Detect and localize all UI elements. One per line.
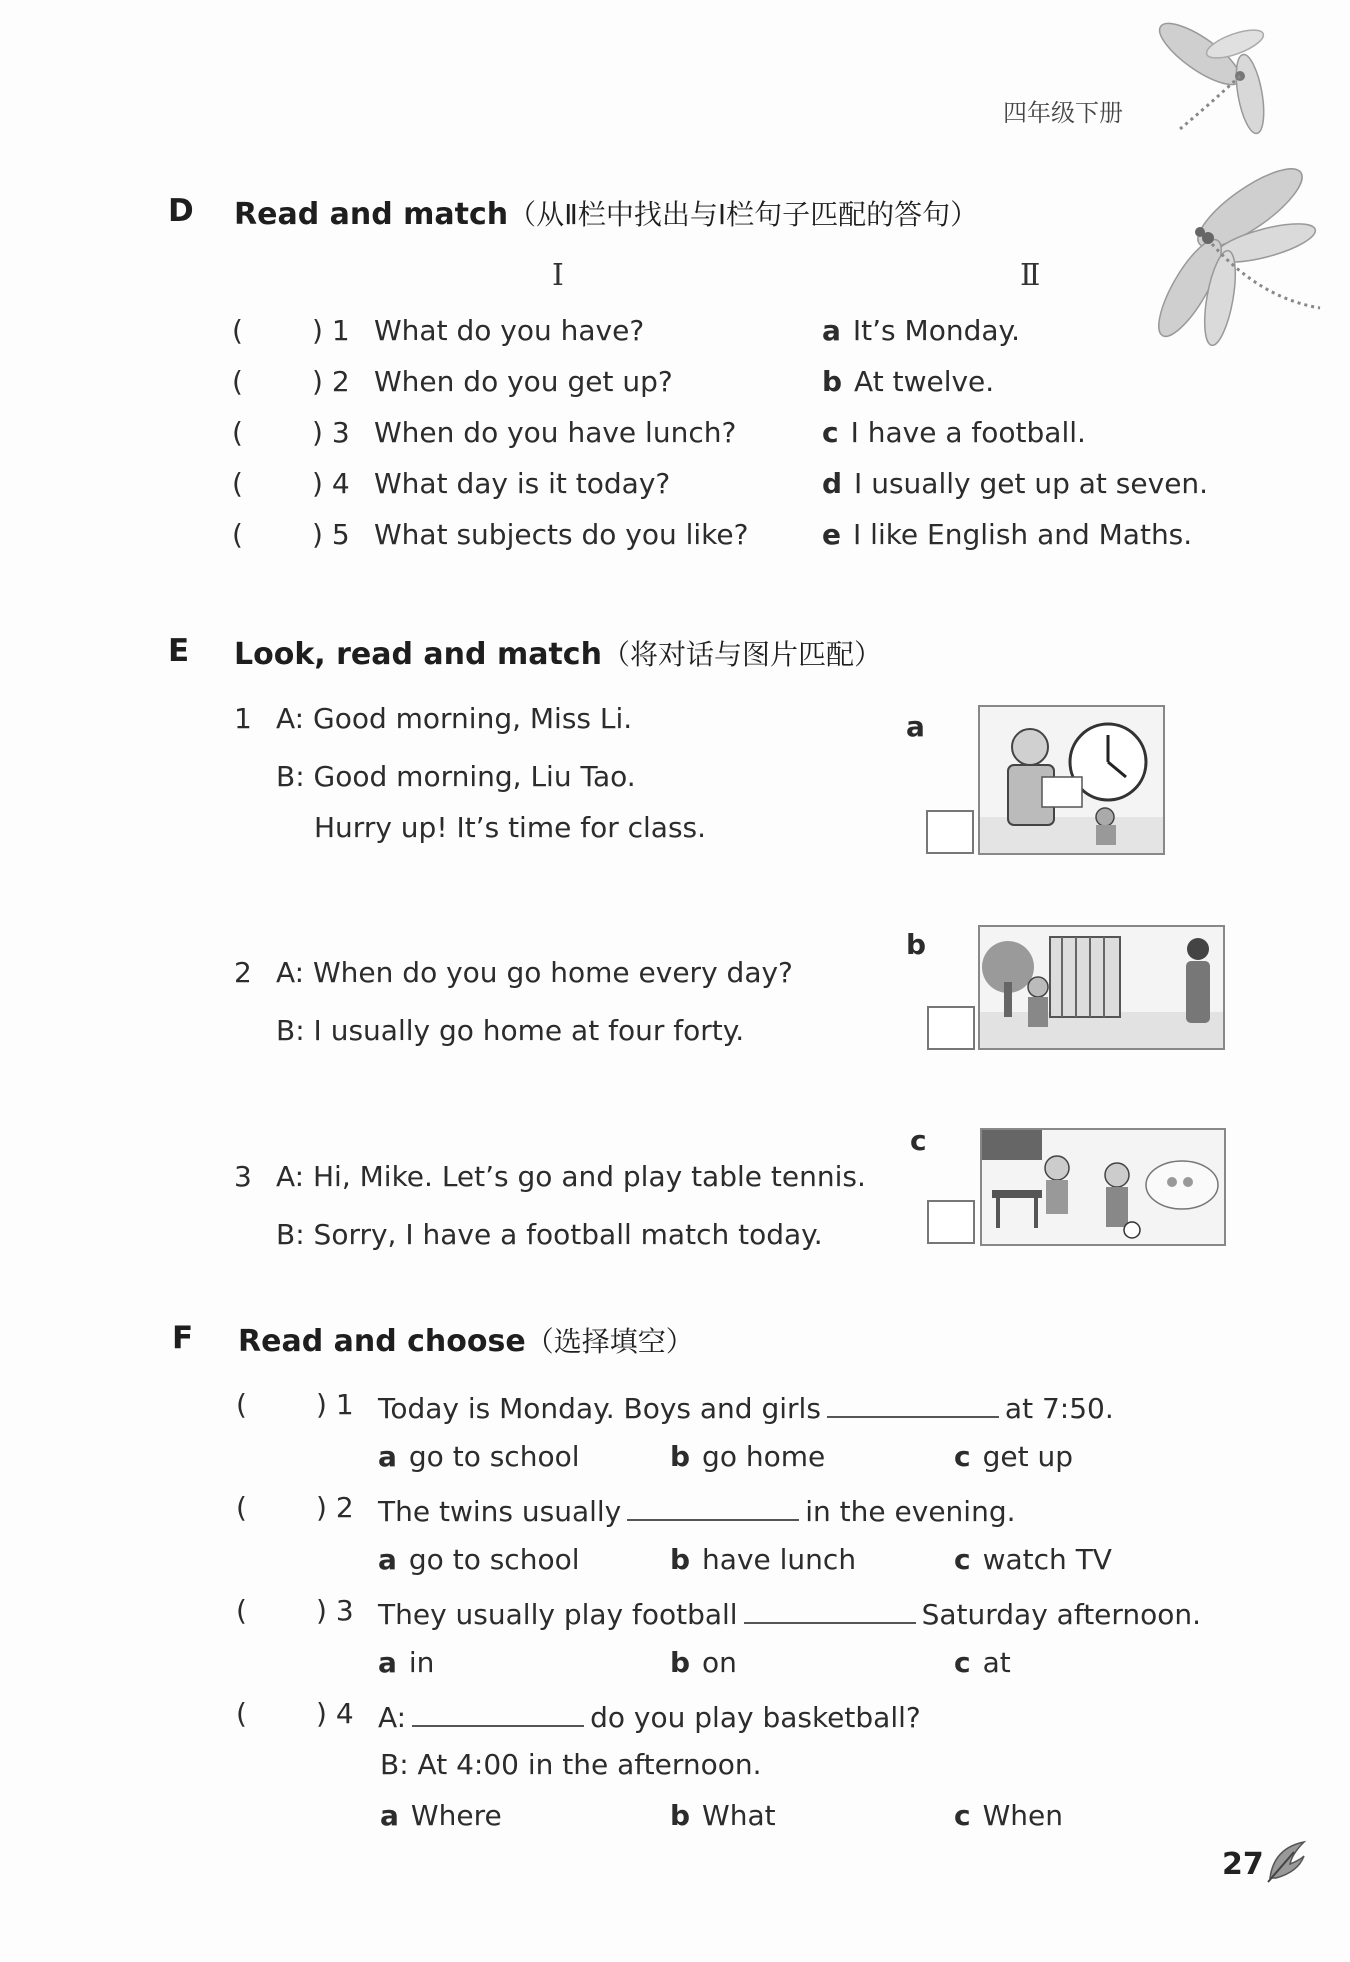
f-q4-text-before: A: [378,1701,407,1734]
d-answer-c-text: I have a football. [850,416,1086,449]
d-q5-paren-open: ( [232,518,243,551]
section-f-title-en: Read and choose [238,1324,526,1359]
e-picture-c [980,1128,1226,1246]
f-q3-text-before: They usually play football [378,1598,738,1631]
e-answer-box-a[interactable] [926,810,974,854]
d-q5-text: What subjects do you like? [374,518,749,551]
f-q1-option-c: c get up [954,1440,1074,1473]
f-q3-option-b: b on [670,1646,737,1679]
section-d-letter: D [168,193,194,229]
f-q3-option-a: a in [378,1646,435,1679]
d-answer-e-key: e [822,518,841,551]
e-dialogue-3-line-1: A: Hi, Mike. Let’s go and play table tennis. [276,1160,866,1193]
dragonfly-illustration-top [1140,14,1310,164]
f-q1-option-b: b go home [670,1440,826,1473]
f-q3-sentence [378,1594,1201,1631]
d-q2-paren-open: ( [232,365,243,398]
f-q4-line-2: B: At 4:00 in the afternoon. [380,1748,762,1781]
d-answer-c-key: c [822,416,839,449]
f-q1-blank[interactable] [827,1388,999,1418]
e-dialogue-1-line-3: Hurry up! It’s time for class. [314,811,707,844]
d-answer-d-key: d [822,467,843,500]
e-dialogue-1-line-2: B: Good morning, Liu Tao. [276,760,636,793]
f-q2-paren-open: ( [236,1491,247,1524]
d-answer-b-key: b [822,365,843,398]
section-f-title [238,1320,694,1360]
f-q3-option-c: c at [954,1646,1011,1679]
section-d-title [234,193,978,233]
d-q1-paren-open: ( [232,314,243,347]
f-q1-option-a: a go to school [378,1440,580,1473]
leaf-icon [1264,1838,1308,1884]
d-q4-text: What day is it today? [374,467,671,500]
section-e-title-cn: （将对话与图片匹配） [601,638,882,671]
d-q4-paren-open: ( [232,467,243,500]
section-d-title-cn: （从Ⅱ栏中找出与Ⅰ栏句子匹配的答句） [508,198,979,231]
d-q1-text: What do you have? [374,314,645,347]
f-q3-text-after: Saturday afternoon. [921,1598,1202,1631]
e-dialogue-3-number: 3 [234,1160,252,1193]
f-q4-option-b: b What [670,1799,776,1832]
f-q1-number: ) 1 [316,1388,354,1421]
section-e-title-en: Look, read and match [234,637,602,672]
e-pic-c-label: c [910,1124,927,1157]
d-q2-text: When do you get up? [374,365,673,398]
d-answer-d [822,467,1208,500]
classroom-clock-illustration [980,707,1163,853]
e-answer-box-b[interactable] [927,1006,975,1050]
f-q2-text-before: The twins usually [378,1495,622,1528]
grade-label: 四年级下册 [1003,99,1123,127]
section-e-letter: E [168,633,190,669]
e-dialogue-1-line-1: A: Good morning, Miss Li. [276,702,633,735]
f-q4-number: ) 4 [316,1697,354,1730]
f-q2-sentence [378,1491,1016,1528]
d-answer-d-text: I usually get up at seven. [854,467,1209,500]
d-answer-a-text: It’s Monday. [852,314,1020,347]
d-answer-e [822,518,1192,551]
f-q4-option-c: c When [954,1799,1064,1832]
section-e-title [234,633,882,673]
f-q3-blank[interactable] [744,1594,916,1624]
f-q2-blank[interactable] [627,1491,799,1521]
d-answer-c [822,416,1086,449]
e-picture-b [978,925,1225,1050]
e-pic-b-label: b [906,928,927,961]
f-q4-option-a: a Where [380,1799,502,1832]
page-number: 27 [1222,1847,1264,1882]
f-q3-paren-open: ( [236,1594,247,1627]
e-dialogue-3-line-2: B: Sorry, I have a football match today. [276,1218,823,1251]
e-dialogue-2-number: 2 [234,956,252,989]
d-q2-number: ) 2 [312,365,350,398]
e-dialogue-1-number: 1 [234,702,252,735]
f-q2-option-a: a go to school [378,1543,580,1576]
section-f-letter: F [172,1320,194,1356]
d-q4-number: ) 4 [312,467,350,500]
f-q4-paren-open: ( [236,1697,247,1730]
e-picture-a [978,705,1165,855]
e-dialogue-2-line-2: B: I usually go home at four forty. [276,1014,745,1047]
d-answer-e-text: I like English and Maths. [853,518,1193,551]
section-d-title-en: Read and match [234,197,509,232]
school-gate-illustration [980,927,1223,1048]
dragonfly-illustration-bottom [1140,148,1330,358]
d-q3-number: ) 3 [312,416,350,449]
f-q4-text-after: do you play basketball? [590,1701,921,1734]
section-f-title-cn: （选择填空） [525,1325,694,1358]
f-q2-option-c: c watch TV [954,1543,1112,1576]
f-q1-paren-open: ( [236,1388,247,1421]
f-q3-number: ) 3 [316,1594,354,1627]
f-q4-blank[interactable] [412,1697,584,1727]
d-answer-a [822,314,1020,347]
f-q2-number: ) 2 [316,1491,354,1524]
d-q1-number: ) 1 [312,314,350,347]
d-q5-number: ) 5 [312,518,350,551]
e-answer-box-c[interactable] [927,1200,975,1244]
f-q1-sentence [378,1388,1114,1425]
column-one-heading: Ⅰ [552,258,564,293]
playground-illustration [982,1130,1224,1244]
d-q3-text: When do you have lunch? [374,416,737,449]
e-pic-a-label: a [906,710,925,743]
d-answer-a-key: a [822,314,841,347]
f-q2-option-b: b have lunch [670,1543,857,1576]
d-q3-paren-open: ( [232,416,243,449]
d-answer-b-text: At twelve. [854,365,995,398]
column-two-heading: Ⅱ [1020,258,1041,293]
f-q4-sentence [378,1697,921,1734]
e-dialogue-2-line-1: A: When do you go home every day? [276,956,793,989]
f-q1-text-after: at 7:50. [1004,1392,1114,1425]
f-q1-text-before: Today is Monday. Boys and girls [378,1392,821,1425]
f-q2-text-after: in the evening. [805,1495,1016,1528]
d-answer-b [822,365,994,398]
